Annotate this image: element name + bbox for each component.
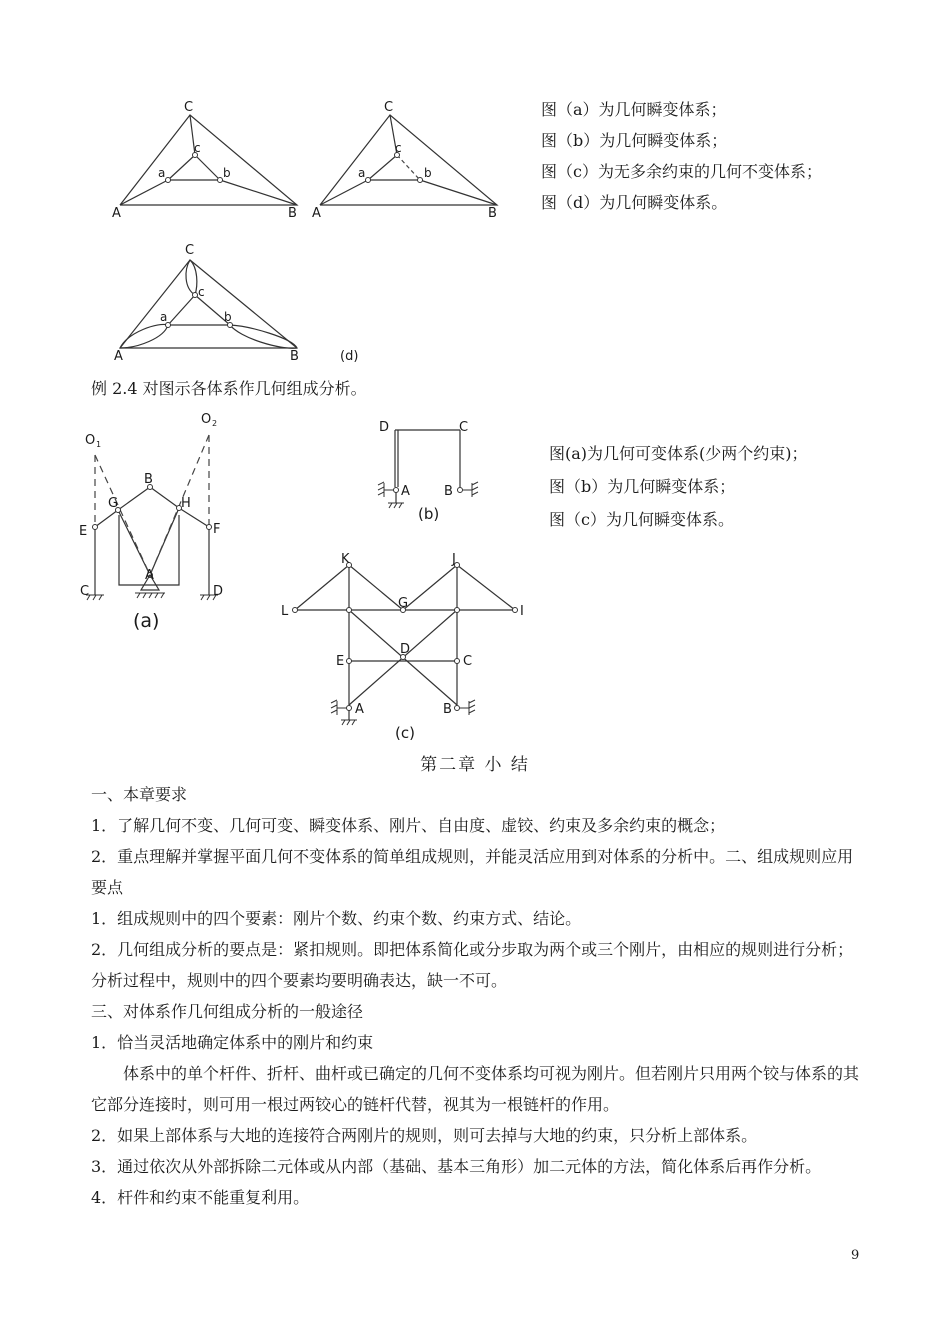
label-A: A — [355, 702, 364, 717]
label-J: J — [452, 552, 456, 567]
figure-1a — [110, 95, 310, 220]
figure-1b — [310, 95, 510, 220]
label-L: L — [281, 604, 289, 619]
label-A: A — [114, 349, 123, 364]
label-C: C — [459, 420, 469, 435]
label-O2: O — [201, 412, 212, 427]
label-A: A — [401, 484, 410, 499]
section-heading: 一、本章要求 — [91, 785, 188, 804]
label-B: B — [144, 472, 153, 487]
paragraph: 2．如果上部体系与大地的连接符合两刚片的规则，则可去掉与大地的约束，只分析上部体系。 — [91, 1126, 758, 1145]
label-E: E — [79, 524, 88, 539]
label-D: D — [213, 584, 224, 599]
figure-2a-drawing — [75, 405, 245, 635]
label-A: A — [312, 206, 321, 221]
note-line: 图（c）为几何瞬变体系。 — [549, 510, 734, 529]
label-C: C — [185, 243, 195, 258]
notes-top — [541, 94, 822, 218]
label-c: c — [194, 141, 201, 155]
label-B: B — [288, 206, 297, 221]
paragraph: 1．恰当灵活地确定体系中的刚片和约束 — [91, 1033, 374, 1052]
paragraph: 1．了解几何不变、几何可变、瞬变体系、刚片、自由度、虚铰、约束及多余约束的概念； — [91, 816, 726, 835]
figure-1d — [110, 240, 370, 365]
label-C: C — [384, 100, 394, 115]
summary-text — [91, 779, 861, 1213]
label-C: C — [463, 654, 473, 669]
paragraph: 4．杆件和约束不能重复利用。 — [91, 1188, 310, 1207]
figure-2b — [370, 415, 490, 525]
figure-caption: (d) — [340, 349, 359, 364]
figure-caption: (a) — [133, 610, 160, 632]
paragraph: 3．通过依次从外部拆除二元体或从内部（基础、基本三角形）加二元体的方法，简化体系后再作分析。 — [91, 1157, 822, 1176]
note-line: 图（a）为几何瞬变体系； — [541, 100, 727, 119]
label-a: a — [358, 166, 366, 180]
label-a: a — [158, 166, 166, 180]
label-O1-sub: 1 — [96, 440, 102, 449]
label-c: c — [198, 285, 205, 299]
label-G: G — [108, 496, 119, 511]
note-line: 图（b）为几何瞬变体系； — [541, 131, 728, 150]
note-line: 图（b）为几何瞬变体系； — [549, 477, 736, 496]
paragraph: 2．重点理解并掌握平面几何不变体系的简单组成规则，并能灵活应用到对体系的分析中。二、组成规则应用要点 — [91, 847, 854, 897]
label-O1: O — [85, 433, 96, 448]
label-A: A — [112, 206, 121, 221]
label-b: b — [424, 166, 432, 180]
figure-caption: (b) — [418, 505, 440, 523]
section-heading: 三、对体系作几何组成分析的一般途径 — [91, 1002, 364, 1021]
note-line: 图（c）为无多余约束的几何不变体系； — [541, 162, 822, 181]
label-B: B — [444, 484, 453, 499]
label-D: D — [379, 420, 390, 435]
figure-caption: (c) — [395, 724, 415, 742]
label-B: B — [443, 702, 452, 717]
label-E: E — [336, 654, 345, 669]
example-title: 例 2.4 对图示各体系作几何组成分析。 — [91, 379, 367, 398]
label-b: b — [224, 310, 232, 324]
label-D: D — [400, 642, 411, 657]
paragraph: 2．几何组成分析的要点是：紧扣规则。即把体系简化或分步取为两个或三个刚片，由相应的规则进行分析；分析过程中，规则中的四个要素均要明确表达，缺一不可。 — [91, 940, 854, 990]
label-G: G — [398, 596, 409, 611]
label-C: C — [80, 584, 90, 599]
figure-2c — [275, 545, 540, 745]
label-c: c — [395, 141, 402, 155]
label-B: B — [290, 349, 299, 364]
figure-2c-drawing — [275, 545, 540, 745]
label-K: K — [341, 552, 350, 567]
figure-1a-drawing — [110, 95, 310, 220]
notes-mid — [549, 437, 808, 536]
label-B: B — [488, 206, 497, 221]
chapter-title: 第二章 小 结 — [420, 755, 530, 775]
label-F: F — [213, 522, 221, 537]
figure-1d-drawing — [110, 240, 370, 365]
label-a: a — [160, 310, 168, 324]
note-line: 图（d）为几何瞬变体系。 — [541, 193, 728, 212]
figure-2b-drawing — [370, 415, 490, 525]
figure-1b-drawing — [310, 95, 510, 220]
paragraph: 1．组成规则中的四个要素：刚片个数、约束个数、约束方式、结论。 — [91, 909, 582, 928]
label-O2-sub: 2 — [212, 419, 218, 428]
page-number: 9 — [851, 1248, 860, 1263]
figure-2a — [75, 405, 245, 635]
label-A: A — [145, 568, 154, 583]
label-H: H — [181, 496, 191, 511]
note-line: 图(a)为几何可变体系(少两个约束)； — [549, 444, 808, 463]
paragraph: 体系中的单个杆件、折杆、曲杆或已确定的几何不变体系均可视为刚片。但若刚片只用两个铰与体系的其它部分连接时，则可用一根过两铰心的链杆代替，视其为一根链杆的作用。 — [91, 1064, 860, 1114]
label-I: I — [520, 604, 524, 619]
label-b: b — [223, 166, 231, 180]
label-C: C — [184, 100, 194, 115]
